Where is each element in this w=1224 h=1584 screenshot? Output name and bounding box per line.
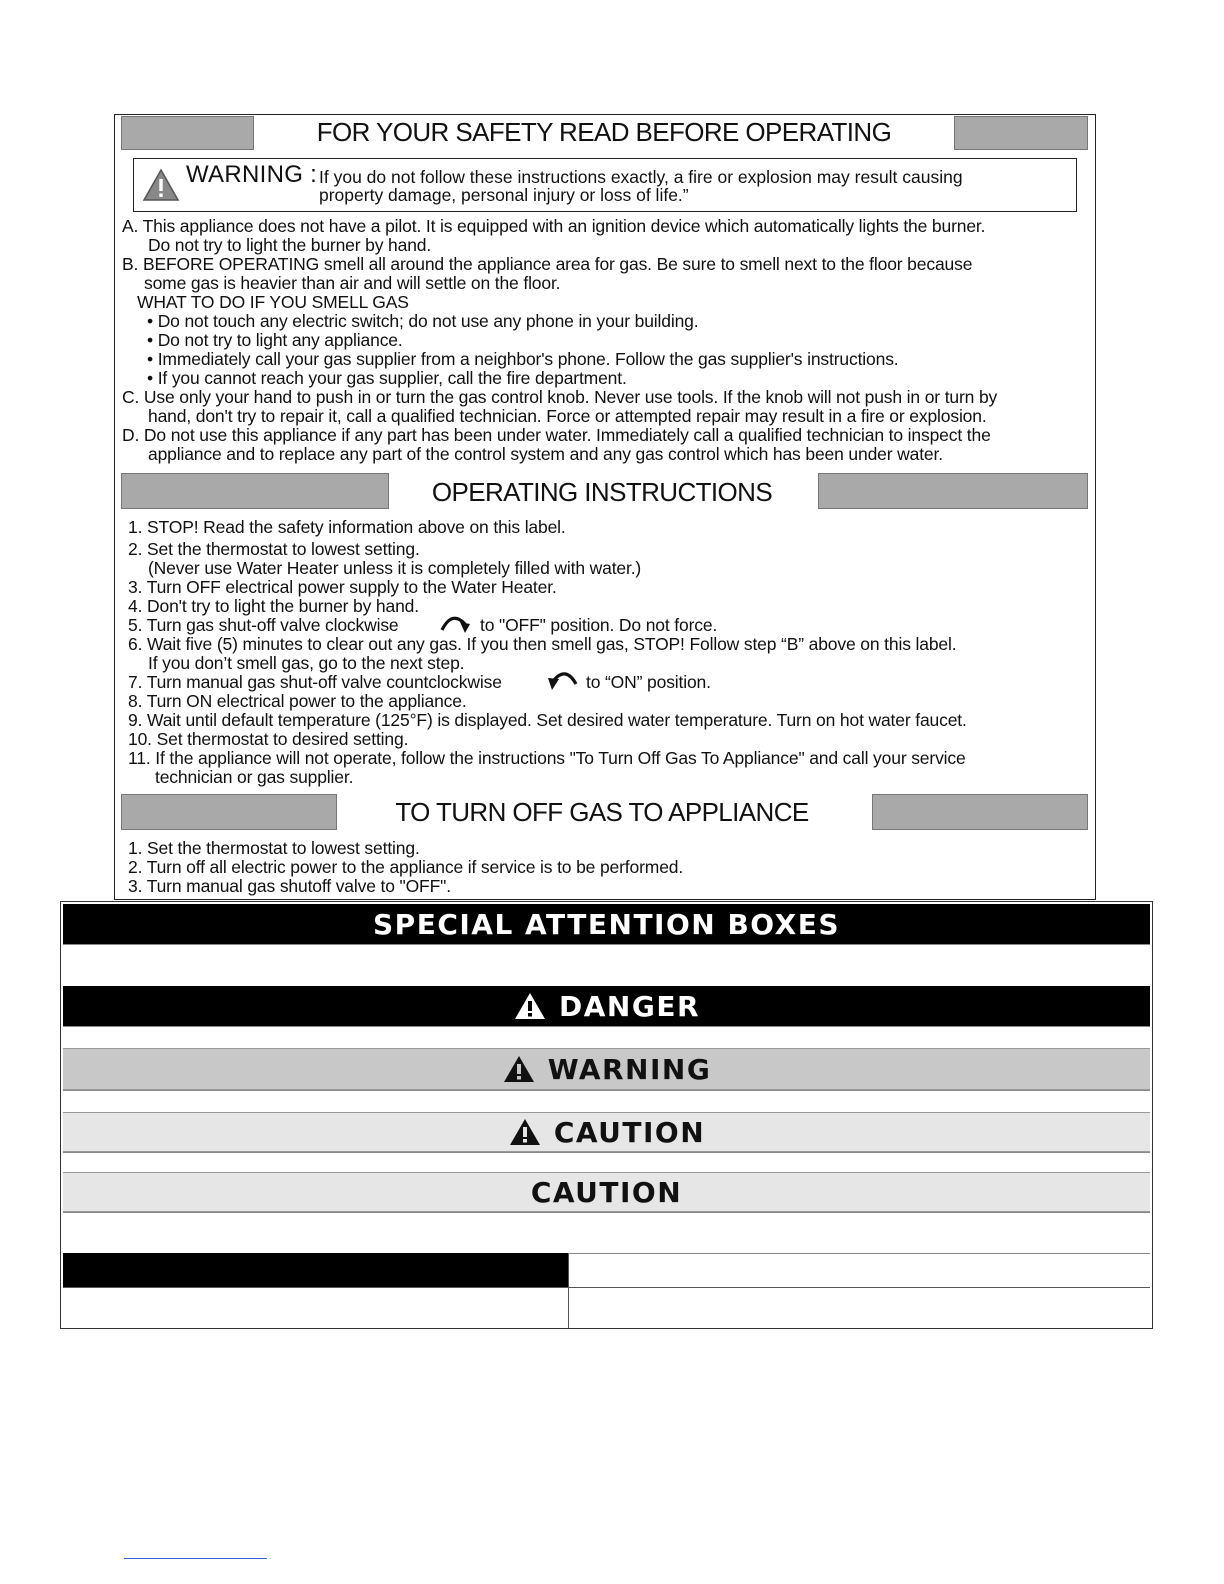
operating-line: 9. Wait until default temperature (125°F) is displayed. Set desired water temperature. Turn on hot water faucet. xyxy=(128,710,967,730)
danger-banner xyxy=(63,986,1150,1026)
caution-icon-label: CAUTION xyxy=(553,1115,706,1149)
turnoff-header xyxy=(121,794,1087,828)
safety-line: C. Use only your hand to push in or turn the gas control knob. Never use tools. If the knob will not push in or turn by xyxy=(122,387,998,407)
operating-line: (Never use Water Heater unless it is completely filled with water.) xyxy=(148,558,642,578)
operating-line: 2. Set the thermostat to lowest setting. xyxy=(128,539,420,559)
special-attention-boxes xyxy=(60,901,1153,1329)
operating-line: 8. Turn ON electrical power to the appliance. xyxy=(128,691,467,711)
safety-line: • If you cannot reach your gas supplier, call the fire department. xyxy=(147,368,627,388)
special-attention-title-text: SPECIAL ATTENTION BOXES xyxy=(373,907,840,941)
operating-line: 1. STOP! Read the safety information above on this label. xyxy=(128,517,566,537)
warning-box xyxy=(133,158,1077,212)
warning-triangle-icon xyxy=(508,1117,542,1147)
operating-line: to “ON” position. xyxy=(586,672,711,692)
safety-line: Do not try to light the burner by hand. xyxy=(148,235,432,255)
safety-line: • Do not touch any electric switch; do not use any phone in your building. xyxy=(147,311,699,331)
operating-line: If you don’t smell gas, go to the next step. xyxy=(148,653,465,673)
operating-line: 4. Don't try to light the burner by hand. xyxy=(128,596,419,616)
safety-header xyxy=(121,116,1087,150)
safety-line: WHAT TO DO IF YOU SMELL GAS xyxy=(137,292,409,312)
turnoff-line: 2. Turn off all electric power to the appliance if service is to be performed. xyxy=(128,857,684,877)
clockwise-arrow-icon xyxy=(438,612,472,634)
operating-line: 5. Turn gas shut-off valve clockwise xyxy=(128,615,399,635)
warning-label: WARNING xyxy=(547,1052,712,1086)
caution-label: CAUTION xyxy=(530,1175,683,1209)
safety-line: • Immediately call your gas supplier from a neighbor's phone. Follow the gas supplier's instructions. xyxy=(147,349,899,369)
notice-bottom-left-cell xyxy=(63,1287,568,1328)
safety-line: • Do not try to light any appliance. xyxy=(147,330,403,350)
safety-line: some gas is heavier than air and will settle on the floor. xyxy=(144,273,561,293)
caution-icon-banner xyxy=(63,1112,1150,1152)
warning-line-2: property damage, personal injury or loss of life.” xyxy=(319,185,689,205)
notice-black-cell xyxy=(63,1253,568,1287)
operating-line: to "OFF" position. Do not force. xyxy=(480,615,718,635)
blank-row xyxy=(63,944,1150,986)
safety-line: A. This appliance does not have a pilot. It is equipped with an ignition device which automatically lights the burner. xyxy=(122,216,986,236)
warning-triangle-icon xyxy=(502,1054,536,1084)
operating-line: 11. If the appliance will not operate, follow the instructions "To Turn Off Gas To Appliance" and call your service xyxy=(128,748,966,768)
special-attention-title xyxy=(63,904,1150,944)
caution-banner xyxy=(63,1172,1150,1212)
warning-line-1: If you do not follow these instructions exactly, a fire or explosion may result causing xyxy=(319,167,963,187)
operating-line: 7. Turn manual gas shut-off valve countclockwise xyxy=(128,672,502,692)
operating-title: OPERATING INSTRUCTIONS xyxy=(431,477,773,507)
operating-line: 3. Turn OFF electrical power supply to the Water Heater. xyxy=(128,577,557,597)
operating-header xyxy=(121,473,1087,507)
blank-row xyxy=(63,1212,1150,1252)
operating-line: 10. Set thermostat to desired setting. xyxy=(128,729,409,749)
counterclockwise-arrow-icon xyxy=(546,668,580,692)
turnoff-line: 3. Turn manual gas shutoff valve to "OFF". xyxy=(128,876,451,896)
notice-bottom-right-cell xyxy=(568,1287,1150,1328)
safety-line: B. BEFORE OPERATING smell all around the appliance area for gas. Be sure to smell next to the floor because xyxy=(122,254,973,274)
safety-line: D. Do not use this appliance if any part has been under water. Immediately call a qualified technician to inspect the xyxy=(122,425,991,445)
safety-label xyxy=(114,114,1096,900)
notice-blank-cell xyxy=(568,1253,1150,1287)
danger-label: DANGER xyxy=(558,989,700,1023)
safety-line: appliance and to replace any part of the control system and any gas control which has been under water. xyxy=(148,444,943,464)
footnote-rule xyxy=(124,1558,267,1559)
turnoff-line: 1. Set the thermostat to lowest setting. xyxy=(128,838,420,858)
operating-line: technician or gas supplier. xyxy=(155,767,354,787)
warning-word: WARNING : xyxy=(186,161,318,188)
blank-row xyxy=(63,1152,1150,1172)
warning-triangle-icon xyxy=(513,991,547,1021)
operating-line: 6. Wait five (5) minutes to clear out any gas. If you then smell gas, STOP! Follow step “B” above on this label. xyxy=(128,634,957,654)
blank-row xyxy=(63,1090,1150,1112)
turnoff-title: TO TURN OFF GAS TO APPLIANCE xyxy=(395,797,809,827)
safety-title: FOR YOUR SAFETY READ BEFORE OPERATING xyxy=(316,117,892,147)
warning-banner xyxy=(63,1048,1150,1090)
warning-triangle-icon xyxy=(142,168,180,202)
blank-row xyxy=(63,1026,1150,1048)
safety-line: hand, don't try to repair it, call a qualified technician. Force or attempted repair may result in a fire or explosion. xyxy=(148,406,987,426)
